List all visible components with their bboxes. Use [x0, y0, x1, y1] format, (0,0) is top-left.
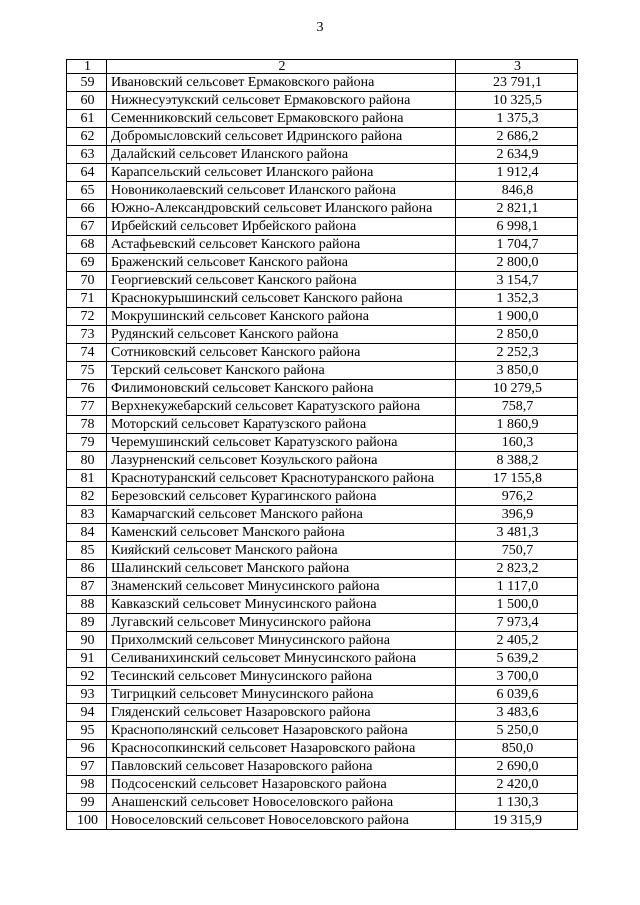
table-row	[67, 506, 578, 524]
row-number-cell: 88	[67, 596, 107, 614]
amount-cell: 5 250,0	[456, 722, 578, 740]
amount-cell: 976,2	[456, 488, 578, 506]
amount-cell: 1 704,7	[456, 236, 578, 254]
amount-cell: 1 130,3	[456, 794, 578, 812]
amount-cell: 2 252,3	[456, 344, 578, 362]
table-row	[67, 236, 578, 254]
amount-cell: 10 279,5	[456, 380, 578, 398]
amount-cell: 1 352,3	[456, 290, 578, 308]
settlement-name-cell: Новониколаевский сельсовет Иланского района	[107, 182, 456, 200]
table-row	[67, 344, 578, 362]
row-number-cell: 67	[67, 218, 107, 236]
table-row	[67, 722, 578, 740]
table-header-row	[67, 60, 578, 74]
settlement-name-cell: Краснотуранский сельсовет Краснотуранского района	[107, 470, 456, 488]
column-header-number: 1	[67, 60, 107, 74]
settlement-name-cell: Новоселовский сельсовет Новоселовского района	[107, 812, 456, 830]
row-number-cell: 70	[67, 272, 107, 290]
amount-cell: 3 154,7	[456, 272, 578, 290]
settlement-name-cell: Добромысловский сельсовет Идринского района	[107, 128, 456, 146]
row-number-cell: 87	[67, 578, 107, 596]
amount-cell: 5 639,2	[456, 650, 578, 668]
row-number-cell: 90	[67, 632, 107, 650]
row-number-cell: 82	[67, 488, 107, 506]
row-number-cell: 83	[67, 506, 107, 524]
row-number-cell: 71	[67, 290, 107, 308]
settlement-name-cell: Ирбейский сельсовет Ирбейского района	[107, 218, 456, 236]
table-row	[67, 650, 578, 668]
amount-cell: 3 481,3	[456, 524, 578, 542]
table-row	[67, 794, 578, 812]
row-number-cell: 99	[67, 794, 107, 812]
table-row	[67, 668, 578, 686]
row-number-cell: 98	[67, 776, 107, 794]
row-number-cell: 86	[67, 560, 107, 578]
amount-cell: 3 850,0	[456, 362, 578, 380]
settlement-name-cell: Знаменский сельсовет Минусинского района	[107, 578, 456, 596]
table-row	[67, 110, 578, 128]
amount-cell: 23 791,1	[456, 74, 578, 92]
row-number-cell: 79	[67, 434, 107, 452]
row-number-cell: 95	[67, 722, 107, 740]
settlement-name-cell: Краснополянский сельсовет Назаровского района	[107, 722, 456, 740]
table-row	[67, 578, 578, 596]
settlement-name-cell: Семенниковский сельсовет Ермаковского района	[107, 110, 456, 128]
amount-cell: 1 912,4	[456, 164, 578, 182]
settlement-name-cell: Кавказский сельсовет Минусинского района	[107, 596, 456, 614]
row-number-cell: 63	[67, 146, 107, 164]
row-number-cell: 68	[67, 236, 107, 254]
table-body	[67, 74, 578, 830]
row-number-cell: 61	[67, 110, 107, 128]
row-number-cell: 84	[67, 524, 107, 542]
settlement-name-cell: Астафьевский сельсовет Канского района	[107, 236, 456, 254]
table-row	[67, 488, 578, 506]
table-row	[67, 398, 578, 416]
settlement-name-cell: Терский сельсовет Канского района	[107, 362, 456, 380]
amount-cell: 7 973,4	[456, 614, 578, 632]
settlement-name-cell: Рудянский сельсовет Канского района	[107, 326, 456, 344]
table-row	[67, 254, 578, 272]
row-number-cell: 92	[67, 668, 107, 686]
table-row	[67, 200, 578, 218]
table-row	[67, 290, 578, 308]
amount-cell: 1 860,9	[456, 416, 578, 434]
settlement-name-cell: Браженский сельсовет Канского района	[107, 254, 456, 272]
row-number-cell: 81	[67, 470, 107, 488]
table-row	[67, 542, 578, 560]
table-row	[67, 524, 578, 542]
row-number-cell: 96	[67, 740, 107, 758]
amount-cell: 758,7	[456, 398, 578, 416]
settlement-name-cell: Тесинский сельсовет Минусинского района	[107, 668, 456, 686]
table-row	[67, 362, 578, 380]
amount-cell: 1 375,3	[456, 110, 578, 128]
row-number-cell: 64	[67, 164, 107, 182]
amount-cell: 396,9	[456, 506, 578, 524]
row-number-cell: 59	[67, 74, 107, 92]
amount-cell: 1 900,0	[456, 308, 578, 326]
table-row	[67, 272, 578, 290]
amount-cell: 10 325,5	[456, 92, 578, 110]
settlement-name-cell: Прихолмский сельсовет Минусинского района	[107, 632, 456, 650]
settlement-name-cell: Георгиевский сельсовет Канского района	[107, 272, 456, 290]
row-number-cell: 91	[67, 650, 107, 668]
amount-cell: 2 821,1	[456, 200, 578, 218]
amount-cell: 2 420,0	[456, 776, 578, 794]
settlement-name-cell: Краснокурышинский сельсовет Канского района	[107, 290, 456, 308]
amount-cell: 160,3	[456, 434, 578, 452]
amount-cell: 3 483,6	[456, 704, 578, 722]
amount-cell: 2 823,2	[456, 560, 578, 578]
table-row	[67, 128, 578, 146]
amount-cell: 2 850,0	[456, 326, 578, 344]
settlement-name-cell: Южно-Александровский сельсовет Иланского района	[107, 200, 456, 218]
column-header-name: 2	[107, 60, 456, 74]
table-row	[67, 704, 578, 722]
row-number-cell: 72	[67, 308, 107, 326]
amount-cell: 19 315,9	[456, 812, 578, 830]
settlement-name-cell: Черемушинский сельсовет Каратузского района	[107, 434, 456, 452]
table-row	[67, 380, 578, 398]
amount-cell: 2 690,0	[456, 758, 578, 776]
amount-cell: 2 686,2	[456, 128, 578, 146]
row-number-cell: 74	[67, 344, 107, 362]
amount-cell: 750,7	[456, 542, 578, 560]
settlement-name-cell: Мокрушинский сельсовет Канского района	[107, 308, 456, 326]
row-number-cell: 69	[67, 254, 107, 272]
table-row	[67, 740, 578, 758]
settlement-name-cell: Шалинский сельсовет Манского района	[107, 560, 456, 578]
settlement-name-cell: Карапсельский сельсовет Иланского района	[107, 164, 456, 182]
settlement-name-cell: Павловский сельсовет Назаровского района	[107, 758, 456, 776]
row-number-cell: 78	[67, 416, 107, 434]
settlement-name-cell: Нижнесуэтукский сельсовет Ермаковского района	[107, 92, 456, 110]
row-number-cell: 89	[67, 614, 107, 632]
settlement-name-cell: Сотниковский сельсовет Канского района	[107, 344, 456, 362]
allocation-table	[66, 59, 578, 830]
amount-cell: 6 998,1	[456, 218, 578, 236]
row-number-cell: 62	[67, 128, 107, 146]
row-number-cell: 76	[67, 380, 107, 398]
settlement-name-cell: Гляденский сельсовет Назаровского района	[107, 704, 456, 722]
amount-cell: 3 700,0	[456, 668, 578, 686]
settlement-name-cell: Каменский сельсовет Манского района	[107, 524, 456, 542]
table-row	[67, 560, 578, 578]
settlement-name-cell: Селиванихинский сельсовет Минусинского района	[107, 650, 456, 668]
amount-cell: 1 500,0	[456, 596, 578, 614]
table-row	[67, 686, 578, 704]
amount-cell: 8 388,2	[456, 452, 578, 470]
table-row	[67, 326, 578, 344]
amount-cell: 850,0	[456, 740, 578, 758]
table-row	[67, 632, 578, 650]
row-number-cell: 65	[67, 182, 107, 200]
settlement-name-cell: Моторский сельсовет Каратузского района	[107, 416, 456, 434]
settlement-name-cell: Кияйский сельсовет Манского района	[107, 542, 456, 560]
row-number-cell: 100	[67, 812, 107, 830]
table-row	[67, 74, 578, 92]
column-header-amount: 3	[456, 60, 578, 74]
row-number-cell: 80	[67, 452, 107, 470]
table-row	[67, 92, 578, 110]
table-row	[67, 812, 578, 830]
amount-cell: 17 155,8	[456, 470, 578, 488]
table-row	[67, 164, 578, 182]
row-number-cell: 73	[67, 326, 107, 344]
table-row	[67, 470, 578, 488]
row-number-cell: 75	[67, 362, 107, 380]
table-row	[67, 182, 578, 200]
row-number-cell: 60	[67, 92, 107, 110]
amount-cell: 6 039,6	[456, 686, 578, 704]
amount-cell: 846,8	[456, 182, 578, 200]
table-row	[67, 614, 578, 632]
row-number-cell: 66	[67, 200, 107, 218]
row-number-cell: 77	[67, 398, 107, 416]
table-row	[67, 434, 578, 452]
settlement-name-cell: Филимоновский сельсовет Канского района	[107, 380, 456, 398]
row-number-cell: 93	[67, 686, 107, 704]
row-number-cell: 85	[67, 542, 107, 560]
table-row	[67, 758, 578, 776]
table-row	[67, 596, 578, 614]
row-number-cell: 97	[67, 758, 107, 776]
table-row	[67, 776, 578, 794]
settlement-name-cell: Анашенский сельсовет Новоселовского района	[107, 794, 456, 812]
settlement-name-cell: Ивановский сельсовет Ермаковского района	[107, 74, 456, 92]
amount-cell: 2 800,0	[456, 254, 578, 272]
settlement-name-cell: Камарчагский сельсовет Манского района	[107, 506, 456, 524]
amount-cell: 1 117,0	[456, 578, 578, 596]
table-row	[67, 416, 578, 434]
table-row	[67, 218, 578, 236]
settlement-name-cell: Верхнекужебарский сельсовет Каратузского района	[107, 398, 456, 416]
settlement-name-cell: Березовский сельсовет Курагинского района	[107, 488, 456, 506]
settlement-name-cell: Тигрицкий сельсовет Минусинского района	[107, 686, 456, 704]
settlement-name-cell: Красносопкинский сельсовет Назаровского района	[107, 740, 456, 758]
row-number-cell: 94	[67, 704, 107, 722]
amount-cell: 2 634,9	[456, 146, 578, 164]
page-number: 3	[316, 20, 324, 35]
table-row	[67, 452, 578, 470]
settlement-name-cell: Подсосенский сельсовет Назаровского района	[107, 776, 456, 794]
table-row	[67, 308, 578, 326]
amount-cell: 2 405,2	[456, 632, 578, 650]
settlement-name-cell: Лугавский сельсовет Минусинского района	[107, 614, 456, 632]
settlement-name-cell: Далайский сельсовет Иланского района	[107, 146, 456, 164]
table-row	[67, 146, 578, 164]
settlement-name-cell: Лазурненский сельсовет Козульского района	[107, 452, 456, 470]
